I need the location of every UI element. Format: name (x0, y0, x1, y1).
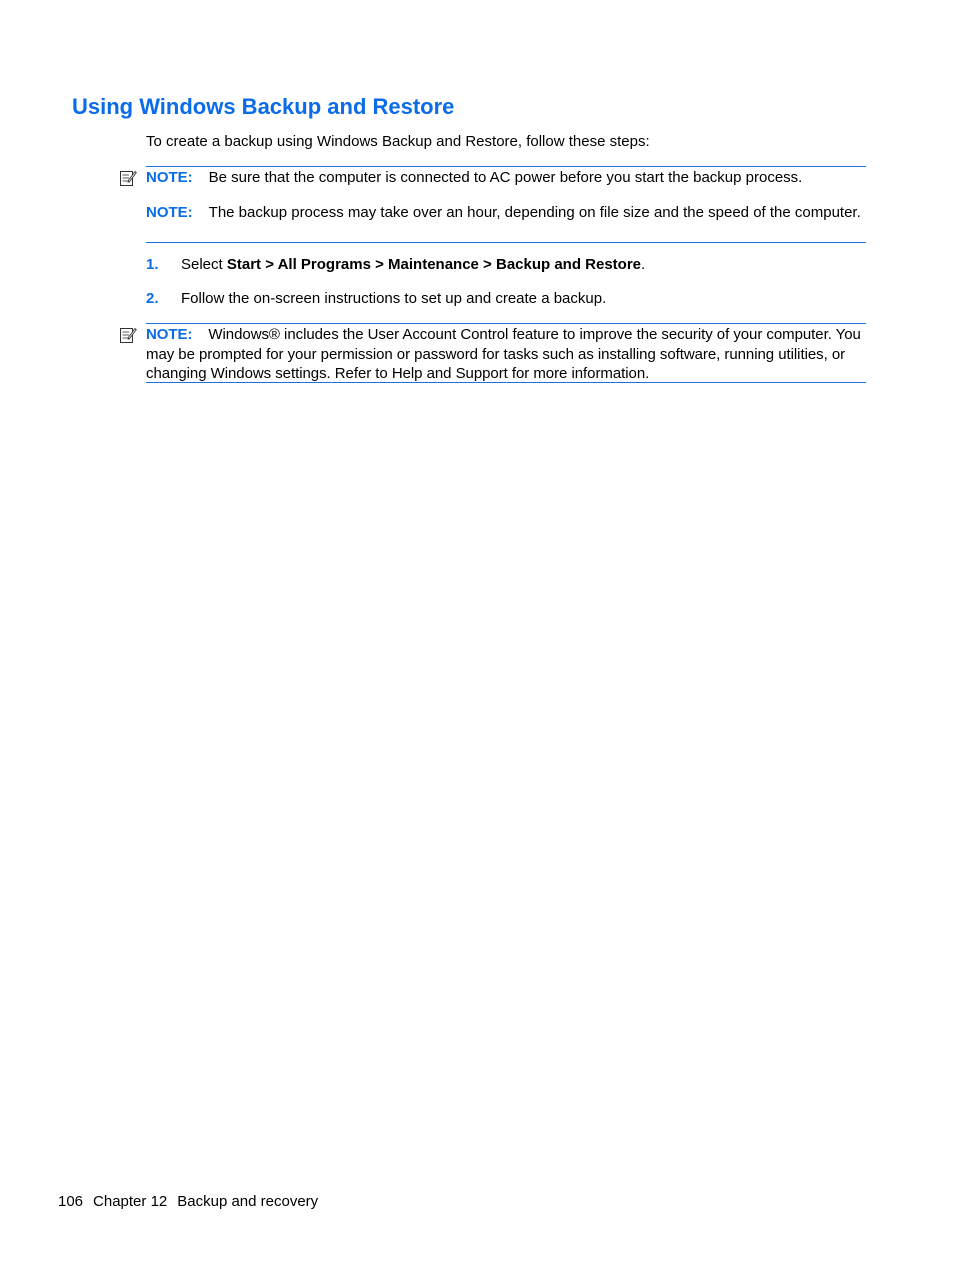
step-suffix: . (641, 256, 646, 273)
chapter-number: Chapter 12 (93, 1193, 168, 1210)
menu-path: Start > All Programs > Maintenance > Backup and Restore (226, 256, 642, 273)
page-number: 106 (58, 1193, 84, 1210)
step-number: 1. (146, 256, 159, 273)
note-block-uac (146, 323, 866, 383)
note-block-power (146, 166, 866, 243)
note-label: NOTE: (146, 204, 193, 221)
note-backup-duration (146, 203, 866, 223)
step-number: 2. (146, 290, 159, 307)
section-title: Using Windows Backup and Restore (72, 94, 455, 119)
note-pencil-icon (119, 169, 137, 187)
step-text (181, 255, 645, 275)
chapter-title: Backup and recovery (177, 1193, 319, 1210)
note-pencil-icon (119, 326, 137, 344)
step-text: Follow the on-screen instructions to set up and create a backup. (181, 290, 607, 307)
note-text: Be sure that the computer is connected to AC power before you start the backup process. (208, 169, 803, 186)
note-text: Windows® includes the User Account Control feature to improve the security of your computer. You may be prompted for your permission or password for tasks such as installing software, running utilities, or changing Windows settings. Refer to Help and Support for more information. (146, 326, 861, 382)
note-label: NOTE: (146, 169, 193, 186)
note-text: The backup process may take over an hour, depending on file size and the speed of the computer. (208, 204, 861, 221)
note-label: NOTE: (146, 326, 193, 343)
intro-text: To create a backup using Windows Backup and Restore, follow these steps: (146, 133, 650, 150)
note-user-account-control (146, 325, 868, 384)
step-prefix: Select (181, 256, 227, 273)
page-footer (58, 1192, 328, 1212)
note-ac-power (146, 168, 802, 188)
